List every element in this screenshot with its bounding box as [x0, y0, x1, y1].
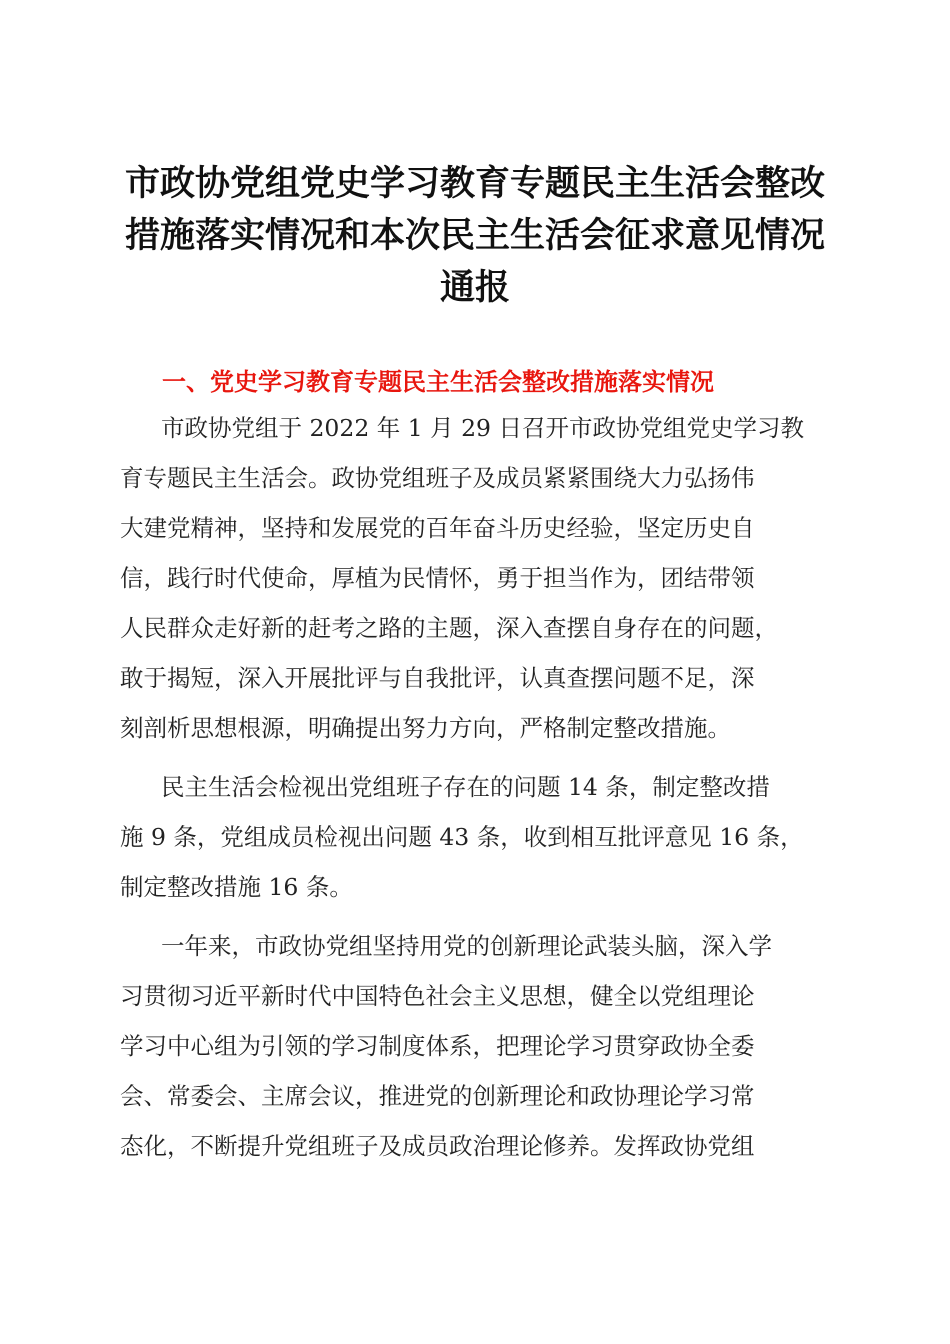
paragraph	[120, 403, 830, 753]
document-body	[120, 403, 830, 1180]
paragraph-line: 刻剖析思想根源，明确提出努力方向，严格制定整改措施。	[120, 714, 731, 742]
paragraph-line: 学习中心组为引领的学习制度体系，把理论学习贯穿政协全委	[120, 1032, 755, 1060]
paragraph	[120, 921, 830, 1171]
paragraph-line: 敢于揭短，深入开展批评与自我批评，认真查摆问题不足，深	[120, 664, 755, 692]
paragraph-line: 会、常委会、主席会议，推进党的创新理论和政协理论学习常	[120, 1082, 755, 1110]
title-line: 市政协党组党史学习教育专题民主生活会整改	[124, 163, 825, 204]
document-title	[110, 158, 840, 314]
paragraph-line: 人民群众走好新的赶考之路的主题，深入查摆自身存在的问题，	[120, 614, 778, 642]
paragraph-line: 施 9 条，党组成员检视出问题 43 条，收到相互批评意见 16 条，	[120, 823, 804, 851]
title-line: 通报	[439, 267, 510, 308]
paragraph-line: 市政协党组于 2022 年 1 月 29 日召开市政协党组党史学习教	[161, 414, 804, 442]
section-heading: 一、党史学习教育专题民主生活会整改措施落实情况	[162, 368, 714, 396]
paragraph-line: 育专题民主生活会。政协党组班子及成员紧紧围绕大力弘扬伟	[120, 464, 755, 492]
paragraph-line: 信，践行时代使命，厚植为民情怀，勇于担当作为，团结带领	[120, 564, 755, 592]
paragraph-line: 习贯彻习近平新时代中国特色社会主义思想，健全以党组理论	[120, 982, 755, 1010]
paragraph-line: 民主生活会检视出党组班子存在的问题 14 条，制定整改措	[161, 773, 770, 801]
paragraph-line: 态化，不断提升党组班子及成员政治理论修养。发挥政协党组	[120, 1132, 755, 1160]
paragraph-line: 一年来，市政协党组坚持用党的创新理论武装头脑，深入学	[161, 932, 772, 960]
paragraph-line: 大建党精神，坚持和发展党的百年奋斗历史经验，坚定历史自	[120, 514, 755, 542]
paragraph	[120, 762, 830, 912]
paragraph-line: 制定整改措施 16 条。	[120, 873, 353, 901]
title-line: 措施落实情况和本次民主生活会征求意见情况	[124, 215, 825, 256]
